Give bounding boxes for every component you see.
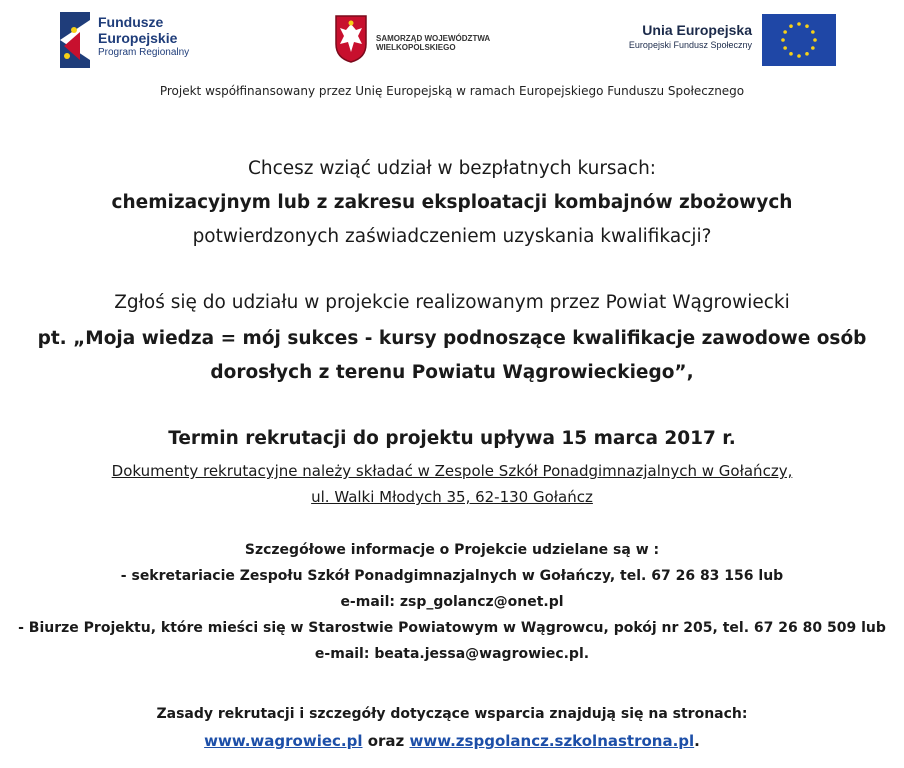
link-wagrowiec[interactable]: www.wagrowiec.pl: [204, 732, 363, 750]
rules-end: .: [694, 732, 700, 750]
eu-star-icon: [789, 52, 793, 56]
invite-line3: dorosłych z terenu Powiatu Wągrowieckiego”,: [210, 362, 694, 383]
eu-star-icon: [813, 38, 817, 42]
eu-star-icon: [783, 30, 787, 34]
deadline: Termin rekrutacji do projektu upływa 15 marca 2017 r.: [168, 428, 736, 449]
wielkopolska-eagle-shield-icon: [334, 14, 368, 64]
rules-line: Zasady rekrutacji i szczegóły dotyczące wsparcia znajdują się na stronach:: [156, 706, 748, 722]
question-line2: chemizacyjnym lub z zakresu eksploatacji kombajnów zbożowych: [111, 192, 793, 213]
unia-line1: Unia Europejska: [642, 22, 752, 38]
eu-star-icon: [811, 30, 815, 34]
info-item2: - Biurze Projektu, które mieści się w Starostwie Powiatowym w Wągrowcu, pokój nr 205, tel. 67 26 80 509 lub: [18, 620, 886, 636]
question-line1: Chcesz wziąć udział w bezpłatnych kursach:: [247, 158, 657, 179]
fundusze-europejskie-flag-icon: [60, 12, 90, 68]
fundusze-europejskie-text: [98, 14, 189, 60]
eu-flag-icon: [762, 14, 836, 66]
fundusze-line2: Europejskie: [98, 30, 178, 46]
rules-links: [0, 732, 904, 750]
unia-europejska-text: [588, 22, 752, 52]
link-zspgolancz[interactable]: www.zspgolancz.szkolnastrona.pl: [409, 732, 695, 750]
samorzad-text: [376, 34, 490, 52]
eu-star-icon: [797, 54, 801, 58]
eu-star-icon: [783, 46, 787, 50]
documents-line1: Dokumenty rekrutacyjne należy składać w Zespole Szkół Ponadgimnazjalnych w Gołańczy,: [111, 462, 793, 480]
info-heading: Szczegółowe informacje o Projekcie udzielane są w :: [244, 542, 660, 558]
eu-star-icon: [811, 46, 815, 50]
eu-star-icon: [805, 52, 809, 56]
rules-connector: oraz: [362, 732, 410, 750]
samorzad-logo: [334, 14, 524, 68]
invite-line2: pt. „Moja wiedza = mój sukces - kursy podnoszące kwalifikacje zawodowe osób: [37, 328, 867, 349]
unia-europejska-logo: [588, 14, 848, 70]
fundusze-line1: Fundusze: [98, 14, 164, 30]
eu-star-icon: [805, 24, 809, 28]
logo-bar: [0, 0, 904, 80]
eu-star-icon: [781, 38, 785, 42]
info-item1: - sekretariacie Zespołu Szkół Ponadgimnazjalnych w Gołańczy, tel. 67 26 83 156 lub: [120, 568, 784, 584]
eu-star-icon: [797, 22, 801, 26]
unia-line2: Europejski Fundusz Społeczny: [628, 40, 752, 50]
info-item1-email: e-mail: zsp_golancz@onet.pl: [340, 594, 564, 610]
samorzad-line1: SAMORZĄD WOJEWÓDZTWA: [376, 34, 491, 43]
fundusze-europejskie-logo: [60, 12, 220, 72]
eu-star-icon: [789, 24, 793, 28]
fundusze-line3: Program Regionalny: [98, 47, 190, 58]
invite-line1: Zgłoś się do udziału w projekcie realizowanym przez Powiat Wągrowiecki: [114, 292, 790, 313]
question-line3: potwierdzonych zaświadczeniem uzyskania kwalifikacji?: [192, 226, 712, 247]
info-item2-email: e-mail: beata.jessa@wagrowiec.pl.: [314, 646, 590, 662]
documents-line2: ul. Walki Młodych 35, 62-130 Gołańcz: [311, 488, 593, 506]
cofinancing-note: Projekt współfinansowany przez Unię Europejską w ramach Europejskiego Funduszu Społecznego: [159, 84, 745, 98]
samorzad-line2: WIELKOPOLSKIEGO: [376, 43, 456, 52]
